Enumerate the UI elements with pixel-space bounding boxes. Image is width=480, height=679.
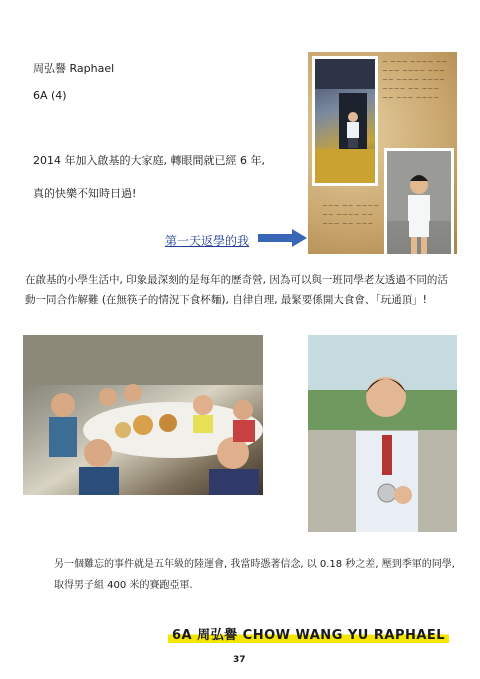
decorative-handwriting-lower: ~~~ ~~ ~~~~ ~~ ~~~~ ~~ ~~~ ~~ ~~~: [322, 202, 380, 228]
intro-line-2: 真的快樂不知時日過!: [33, 187, 137, 200]
page-number: 37: [233, 655, 246, 665]
photo-group-lunch: [23, 335, 263, 495]
photo-boy-in-uniform: [384, 148, 454, 254]
arrow-right-icon: [258, 228, 308, 248]
decorative-handwriting: ~ ~~~ ~~~~ ~~ ~~~ ~~~~ ~~~ ~~ ~~~~ ~~~~ ~~~~ ~~ ~~~ ~~ ~~~ ~~~~: [382, 58, 448, 102]
photo-sports-day-medal: [308, 335, 457, 532]
first-day-photo-collage: [308, 52, 457, 254]
paragraph-sports-day: 另一個難忘的事件就是五年級的陸運會, 我當時憑著信念, 以 0.18 秒之差, 壓到季軍的同學, 取得男子組 400 米的賽跑亞軍.: [54, 559, 455, 591]
photo-school-bus: [312, 56, 378, 186]
footer-title: 6A 周弘譽 CHOW WANG YU RAPHAEL: [168, 624, 449, 643]
author-class: 6A (4): [33, 89, 67, 102]
author-name: 周弘譽 Raphael: [33, 62, 115, 75]
intro-line-1: 2014 年加入啟基的大家庭, 轉眼間就已經 6 年,: [33, 154, 265, 167]
photo-caption: 第一天返學的我: [165, 234, 250, 248]
paragraph-camp: 在啟基的小學生活中, 印象最深刻的是每年的歷奇營, 因為可以與一班同學老友透過不同的活動一同合作解難 (在無筷子的情況下食杯麵), 自律自理, 最緊要係開大食會、「玩通頂」!: [25, 274, 448, 306]
